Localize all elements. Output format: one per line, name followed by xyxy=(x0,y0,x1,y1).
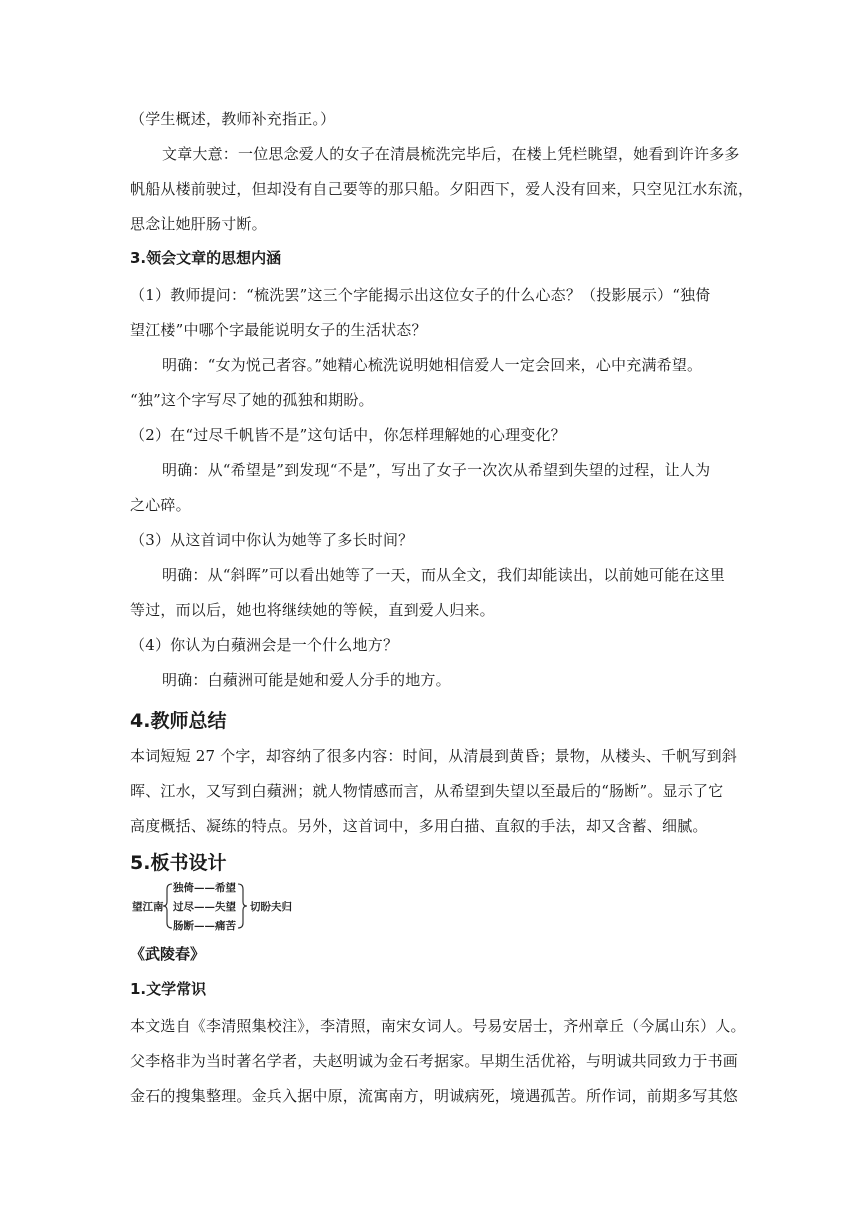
literature-line2: 父李格非为当时著名学者，夫赵明诚为金石考据家。早期生活优裕，与明诚共同致力于书画 xyxy=(130,1052,739,1070)
answer-4: 明确：白蘋洲可能是她和爱人分手的地方。 xyxy=(162,671,451,689)
section-heading-literature: 1.文学常识 xyxy=(130,980,207,998)
section-heading-3: 3.领会文章的思想内涵 xyxy=(130,249,282,267)
summary-line1: 本词短短 27 个字，却容纳了很多内容：时间，从清晨到黄昏；景物，从楼头、千帆写到斜 xyxy=(130,747,738,765)
board-result: 切盼夫归 xyxy=(250,901,292,913)
board-row-2: 过尽——失望 xyxy=(173,901,236,913)
question-4: （4）你认为白蘋洲会是一个什么地方？ xyxy=(130,636,399,654)
paragraph-summary-line2: 帆船从楼前驶过，但却没有自己要等的那只船。夕阳西下，爱人没有回来，只空见江水东流， xyxy=(130,180,754,198)
literature-line1: 本文选自《李清照集校注》，李清照，南宋女词人。号易安居士，齐州章丘（今属山东）人。 xyxy=(130,1017,746,1035)
answer-3-line1: 明确：从“斜晖”可以看出她等了一天，而从全文，我们却能读出，以前她可能在这里 xyxy=(162,566,725,584)
section-heading-5: 5.板书设计 xyxy=(130,852,227,874)
board-row-3: 肠断——痛苦 xyxy=(173,920,236,932)
answer-3-line2: 等过，而以后，她也将继续她的等候，直到爱人归来。 xyxy=(130,601,495,619)
question-3: （3）从这首词中你认为她等了多长时间？ xyxy=(130,531,414,549)
paragraph-summary-line1: 文章大意：一位思念爱人的女子在清晨梳洗完毕后，在楼上凭栏眺望，她看到许许多多 xyxy=(162,145,740,163)
answer-1-line1: 明确：“女为悦己者容。”她精心梳洗说明她相信爱人一定会回来，心中充满希望。 xyxy=(162,356,703,374)
answer-1-line2: “独”这个字写尽了她的孤独和期盼。 xyxy=(130,391,374,409)
answer-2-line2: 之心碎。 xyxy=(130,496,191,514)
paragraph-summary-line3: 思念让她肝肠寸断。 xyxy=(130,215,267,233)
left-brace-icon xyxy=(163,884,172,928)
question-1-line1: （1）教师提问：“梳洗罢”这三个字能揭示出这位女子的什么心态？（投影展示）“独倚 xyxy=(130,286,711,304)
board-row-1: 独倚——希望 xyxy=(173,882,236,894)
question-2: （2）在“过尽千帆皆不是”这句话中，你怎样理解她的心理变化？ xyxy=(130,426,566,444)
section-heading-4: 4.教师总结 xyxy=(130,710,227,732)
summary-line3: 高度概括、凝练的特点。另外，这首词中，多用白描、直叙的手法，却又含蓄、细腻。 xyxy=(130,817,708,835)
literature-line3: 金石的搜集整理。金兵入据中原，流寓南方，明诚病死，境遇孤苦。所作词，前期多写其悠 xyxy=(130,1087,739,1105)
poem-title: 《武陵春》 xyxy=(130,945,206,963)
paragraph-note: （学生概述，教师补充指正。） xyxy=(130,110,336,128)
question-1-line2: 望江楼”中哪个字最能说明女子的生活状态？ xyxy=(130,321,427,339)
summary-line2: 晖、江水，又写到白蘋洲；就人物情感而言，从希望到失望以至最后的“肠断”。显示了它 xyxy=(130,782,724,800)
answer-2-line1: 明确：从“希望是”到发现“不是”，写出了女子一次次从希望到失望的过程，让人为 xyxy=(162,461,711,479)
right-brace-icon xyxy=(238,884,247,928)
board-design-diagram xyxy=(130,876,330,936)
board-main-label: 望江南 xyxy=(132,901,164,913)
